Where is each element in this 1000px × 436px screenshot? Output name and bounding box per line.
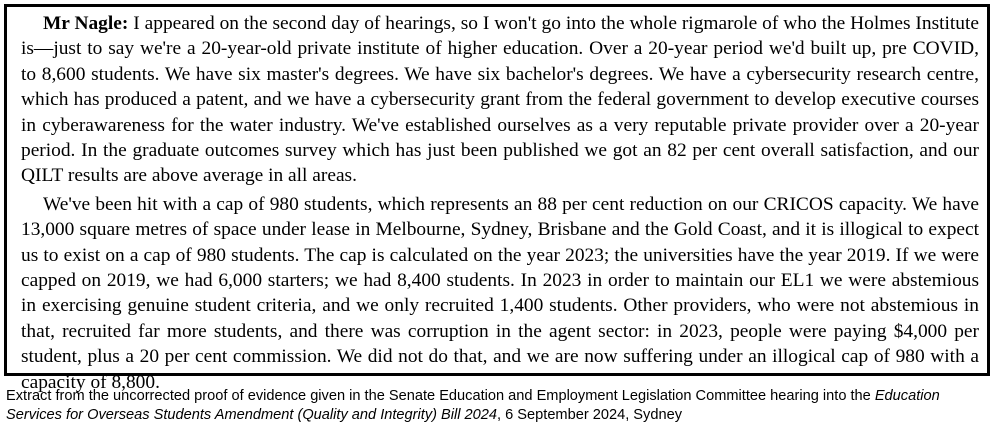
- bill-title: Education Services for Overseas Students Amendment (Quality and Integrity) Bill 2024: [6, 388, 940, 423]
- transcript-paragraph-1: [21, 11, 979, 189]
- caption-suffix: , 6 September 2024, Sydney: [497, 407, 682, 423]
- caption-prefix: Extract from the uncorrected proof of evidence given in the Senate Education and Employment Legislation Committee hearing into the: [6, 388, 875, 404]
- paragraph-1-text: I appeared on the second day of hearings, so I won't go into the whole rigmarole of who the Holmes Institute is—just to say we're a 20-year-old private institute of higher education. Over a 20-year period we'd built up, pre COVID, to 8,600 students. We have six master's degrees. We have six bachelor's degrees. We have a cybersecurity research centre, which has produced a patent, and we have a cybersecurity grant from the federal government to develop executive courses in cyberawareness for the water industry. We've established ourselves as a very reputable private provider over a 20-year period. In the graduate outcomes survey which has just been published we got an 82 per cent overall satisfaction, and our QILT results are above average in all areas.: [21, 13, 979, 187]
- transcript-extract-box: [4, 4, 990, 393]
- speaker-name: Mr Nagle:: [43, 13, 129, 34]
- transcript-paragraph-2: We've been hit with a cap of 980 students, which represents an 88 per cent reduction on our CRICOS capacity. We have 13,000 square metres of space under lease in Melbourne, Sydney, Brisbane and the Gold Coast, and it is illogical to expect us to exist on a cap of 980 students. The cap is calculated on the year 2023; the universities have the year 2019. If we were capped on 2019, we had 6,000 starters; we had 8,400 students. In 2023 in order to maintain our EL1 we were abstemious in exercising genuine student criteria, and we only recruited 1,400 students. Other providers, who were not abstemious in that, recruited far more students, and there was corruption in the agent sector: in 2023, people were paying $4,000 per student, plus a 20 per cent commission. We did not do that, and we are now suffering under an illogical cap of 980 with a capacity of 8,800.: [21, 193, 979, 393]
- source-caption: [6, 387, 986, 425]
